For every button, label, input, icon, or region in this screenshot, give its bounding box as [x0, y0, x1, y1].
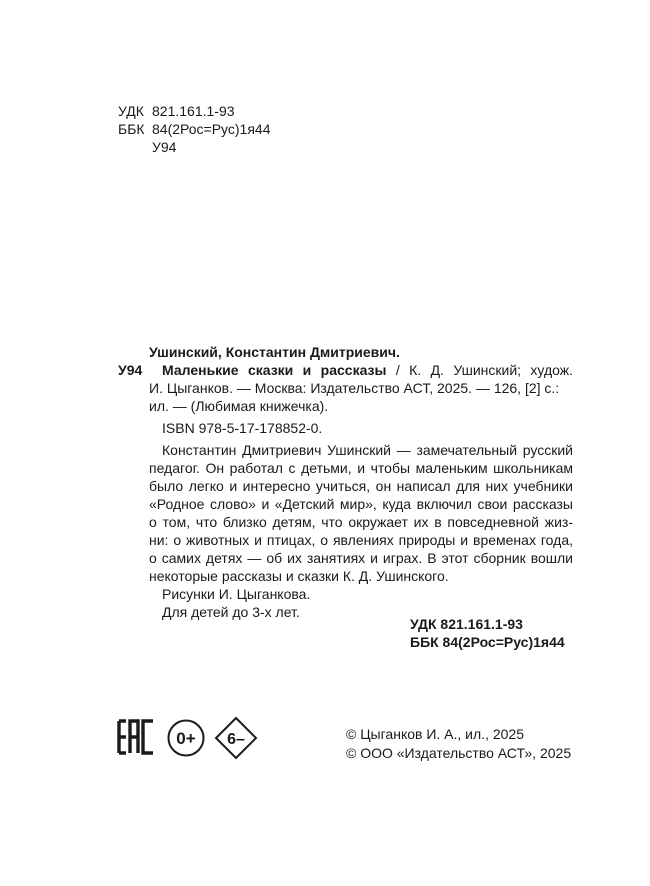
entry-annotation — [149, 441, 573, 585]
entry-line-3: ил. — (Любимая книжечка). — [149, 398, 329, 414]
annotation-line: было легко и интересно учиться, он написал для них учебники — [149, 478, 573, 494]
bbk-right: ББК 84(2Рос=Рус)1я44 — [410, 634, 565, 650]
author-sign: У94 — [152, 139, 177, 155]
entry-sigil: У94 — [118, 362, 143, 378]
annotation-line: Константин Дмитриевич Ушинский — замечательный русский — [162, 442, 573, 458]
entry-age-note: Для детей до 3-х лет. — [162, 604, 300, 620]
eac-mark-icon — [116, 717, 156, 757]
udk-value: 821.161.1-93 — [152, 103, 235, 119]
copyright-illustrator: © Цыганков И. А., ил., 2025 — [346, 726, 524, 742]
entry-title: Маленькие сказки и рассказы — [162, 362, 387, 378]
entry-isbn: ISBN 978-5-17-178852-0. — [162, 420, 323, 436]
entry-illustrations: Рисунки И. Цыганкова. — [162, 586, 311, 602]
annotation-line: о самих детях — об их занятиях и играх. В этот сборник вошли — [149, 550, 573, 566]
entry-title-line — [149, 361, 573, 379]
bbk-value: 84(2Рос=Рус)1я44 — [152, 121, 271, 137]
age-plus-text: 0+ — [176, 729, 196, 748]
annotation-line: некоторые рассказы и сказки К. Д. Ушинского. — [149, 568, 449, 584]
entry-line-2: И. Цыганков. — Москва: Издательство АСТ, 2025. — 126, [2] с.: — [149, 380, 560, 396]
annotation-line: ни: о животных и птицах, о явлениях природы и временах года, — [149, 532, 573, 548]
annotation-line: о том, что близко детям, что окружает их в повседневной жиз- — [149, 514, 573, 530]
age-minus-text: 6– — [227, 731, 245, 748]
udk-label: УДК — [118, 103, 144, 119]
annotation-line: педагог. Он работал с детьми, и чтобы маленьким школьникам — [149, 460, 573, 476]
entry-author: Ушинский, Константин Дмитриевич. — [149, 344, 400, 360]
udk-right: УДК 821.161.1-93 — [410, 616, 523, 632]
age-rating-0-plus-icon — [166, 718, 206, 758]
entry-responsibility: / К. Д. Ушинский; худож. — [386, 362, 574, 378]
bbk-label: ББК — [118, 121, 145, 137]
bibliographic-entry — [149, 343, 573, 621]
annotation-line: «Родное слово» и «Детский мир», куда включил свои рассказы — [149, 496, 573, 512]
age-rating-6-minus-icon — [214, 716, 258, 760]
copyright-publisher: © ООО «Издательство АСТ», 2025 — [346, 745, 572, 761]
